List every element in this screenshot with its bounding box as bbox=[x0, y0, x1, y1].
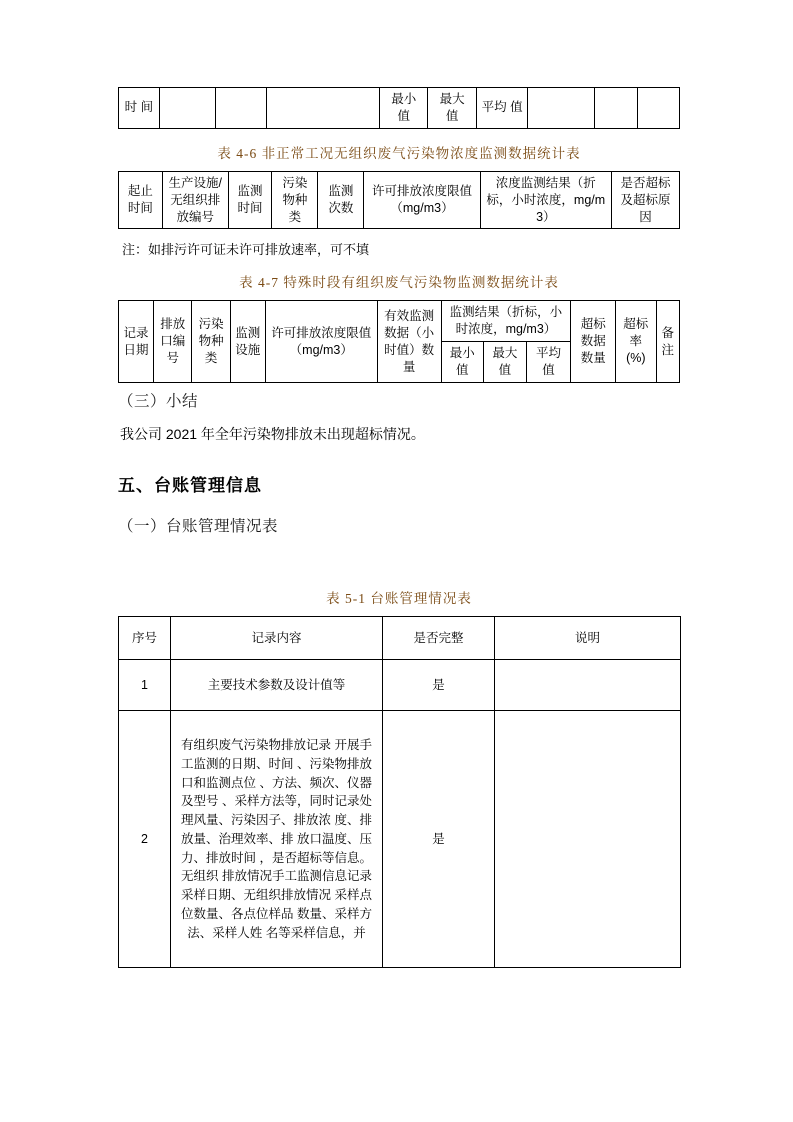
cell-blank bbox=[215, 88, 267, 129]
cell-serial-no: 2 bbox=[119, 711, 171, 968]
header-exceed-reason: 是否超标及超标原因 bbox=[612, 171, 680, 229]
table-4-5-fragment bbox=[118, 87, 680, 129]
header-remark: 备注 bbox=[656, 301, 679, 383]
header-max-value: 最大值 bbox=[484, 342, 527, 383]
cell-min-value: 最小 值 bbox=[380, 88, 428, 129]
layout-spacer bbox=[118, 546, 680, 574]
cell-is-complete: 是 bbox=[383, 660, 495, 711]
subsection-ledger-title: （一）台账管理情况表 bbox=[118, 518, 279, 536]
table-5-1-caption: 表 5-1 台账管理情况表 bbox=[326, 591, 472, 607]
cell-blank bbox=[159, 88, 215, 129]
header-record-content: 记录内容 bbox=[171, 617, 383, 660]
cell-description bbox=[495, 711, 681, 968]
table-5-1 bbox=[118, 616, 681, 968]
cell-blank bbox=[595, 88, 638, 129]
header-permitted-limit: 许可排放浓度限值（mg/m3） bbox=[364, 171, 480, 229]
cell-description bbox=[495, 660, 681, 711]
header-monitor-facility: 监测设施 bbox=[230, 301, 265, 383]
header-facility-code: 生产设施/无组织排放编号 bbox=[162, 171, 228, 229]
cell-max-value: 最大 值 bbox=[428, 88, 476, 129]
header-record-date: 记录日期 bbox=[119, 301, 154, 383]
cell-serial-no: 1 bbox=[119, 660, 171, 711]
header-pollutant-type: 污染物种类 bbox=[192, 301, 230, 383]
cell-blank bbox=[267, 88, 380, 129]
header-exceed-rate: 超标率(%) bbox=[616, 301, 656, 383]
summary-paragraph: 我公司 2021 年全年污染物排放未出现超标情况。 bbox=[120, 425, 425, 442]
table-row bbox=[119, 171, 680, 229]
section-five-title: 五、台账管理信息 bbox=[118, 476, 262, 496]
header-exceed-data-count: 超标数据数量 bbox=[571, 301, 616, 383]
header-permitted-limit: 许可排放浓度限值（mg/m3） bbox=[265, 301, 377, 383]
header-avg-value: 平均值 bbox=[526, 342, 571, 383]
header-pollutant-type: 污染物种类 bbox=[272, 171, 318, 229]
table-header-row bbox=[119, 617, 681, 660]
header-is-complete: 是否完整 bbox=[383, 617, 495, 660]
cell-blank bbox=[528, 88, 595, 129]
table-row bbox=[119, 660, 681, 711]
header-description: 说明 bbox=[495, 617, 681, 660]
header-start-end-time: 起止时间 bbox=[119, 171, 163, 229]
header-outlet-code: 排放口编号 bbox=[154, 301, 192, 383]
header-monitor-time: 监测时间 bbox=[228, 171, 272, 229]
table-row bbox=[119, 711, 681, 968]
header-monitor-count: 监测次数 bbox=[318, 171, 364, 229]
header-valid-data-count: 有效监测数据（小时值）数量 bbox=[377, 301, 441, 383]
cell-record-content: 主要技术参数及设计值等 bbox=[171, 660, 383, 711]
header-min-value: 最小值 bbox=[441, 342, 484, 383]
header-monitor-result: 监测结果（折标，小时浓度，mg/m3） bbox=[441, 301, 571, 342]
cell-time-label: 时 间 bbox=[119, 88, 160, 129]
header-monitor-result: 浓度监测结果（折标，小时浓度，mg/m3） bbox=[480, 171, 611, 229]
subsection-summary-title: （三）小结 bbox=[118, 392, 199, 410]
table-4-6 bbox=[118, 171, 680, 230]
cell-is-complete: 是 bbox=[383, 711, 495, 968]
header-serial-no: 序号 bbox=[119, 617, 171, 660]
cell-avg-value: 平均 值 bbox=[476, 88, 528, 129]
table-4-7 bbox=[118, 300, 680, 383]
table-4-6-caption: 表 4-6 非正常工况无组织废气污染物浓度监测数据统计表 bbox=[217, 145, 581, 161]
table-row bbox=[119, 301, 680, 342]
document-content bbox=[118, 0, 680, 968]
table-row bbox=[119, 88, 680, 129]
cell-blank bbox=[638, 88, 680, 129]
cell-record-content: 有组织废气污染物排放记录 开展手工监测的日期、时间 、污染物排放口和监测点位 、方法、频次、仪器及型号 、采样方法等，同时记录处 理风量、污染因子、排放浓 度、排放量、治理效率、排 放口温度、压力、排放时间 ，是否超标等信息。无组织 排放情况手工监测信息记录 采样日期、无组织排放情况 采样点位数量、各点位样品 数量、采样方法、采样人姓 名等采样信息，并 bbox=[171, 711, 383, 968]
table-4-6-note: 注：如排污许可证未许可排放速率，可不填 bbox=[122, 242, 370, 258]
table-4-7-caption: 表 4-7 特殊时段有组织废气污染物监测数据统计表 bbox=[239, 275, 559, 291]
